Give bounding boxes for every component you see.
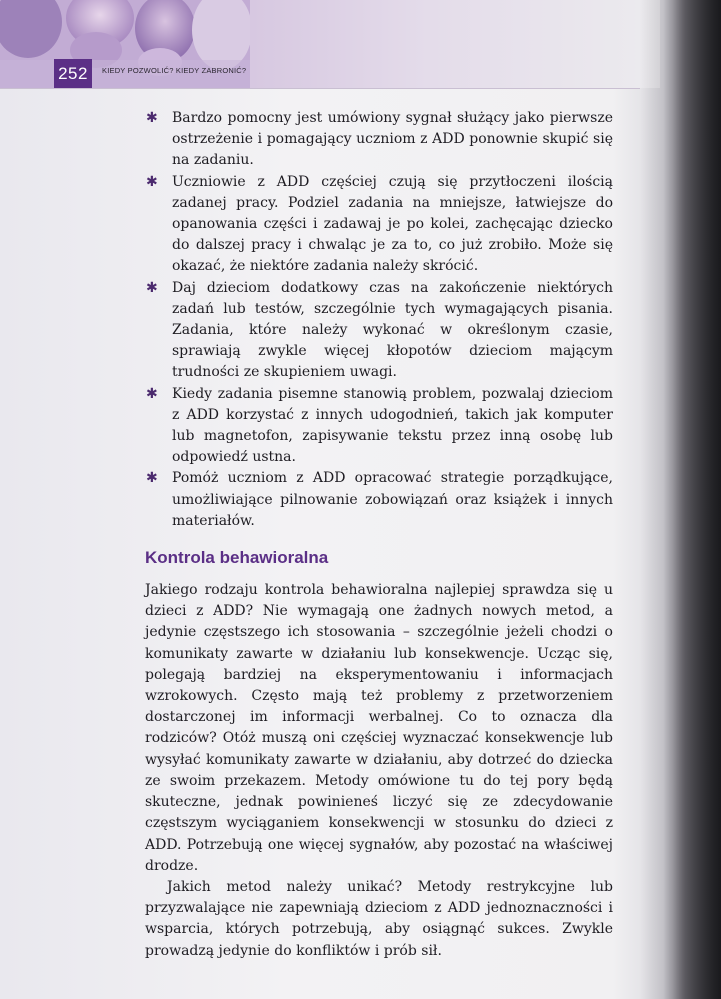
asterisk-bullet-icon: ✱ [146,385,158,402]
body-paragraph: Jakich metod należy unikać? Metody restrykcyjne lub przyzwalające nie zapewniają dzieciom z ADD jednoznaczności i wsparcia, których potrzebują, aby osiągnąć sukces. Zwykle prowadzą jedynie do konfliktów i prób sił. [145,878,613,959]
bullet-item [145,468,613,532]
asterisk-bullet-icon: ✱ [146,279,158,296]
header-rule [0,88,640,89]
bullet-text: Kiedy zadania pisemne stanowią problem, pozwalaj dzieciom z ADD korzystać z innych udogodnień, takich jak komputer lub magnetofon, zapisywanie tekstu przez inną osobę lub odpowiedź ustna. [172,385,613,466]
bullet-text: Daj dzieciom dodatkowy czas na zakończenie niektórych zadań lub testów, szczególnie tych wymagających pisania. Zadania, które należy wykonać w określonym czasie, sprawiają zwykle więcej kłopotów dzieciom mającym trudności ze skupieniem uwagi. [172,279,613,381]
page-content [145,108,613,962]
bullet-text: Pomóż uczniom z ADD opracować strategie porządkujące, umożliwiające pilnowanie zobowiązań oraz książek i innych materiałów. [172,470,613,529]
asterisk-bullet-icon: ✱ [146,173,158,190]
bullet-item [145,108,613,172]
bullet-item [145,278,613,384]
running-head: KIEDY POZWOLIĆ? KIEDY ZABRONIĆ? [102,66,247,75]
section-heading: Kontrola behawioralna [145,548,329,568]
bullet-item [145,172,613,278]
page-number: 252 [54,59,92,89]
bullet-text: Uczniowie z ADD częściej czują się przytłoczeni ilością zadanej pracy. Podziel zadania na mniejsze, łatwiejsze do opanowania części i zadawaj je po kolei, zachęcając dziecko do dalszej pracy i chwaląc je za to, co już zrobiło. Może się okazać, że niektóre zadania należy skrócić. [172,173,613,275]
bullet-item [145,384,613,469]
bullet-text: Bardzo pomocny jest umówiony sygnał służący jako pierwsze ostrzeżenie i pomagający uczniom z ADD ponownie skupić się na zadaniu. [172,110,613,169]
bullet-list [145,108,613,532]
body-paragraph: Jakiego rodzaju kontrola behawioralna najlepiej sprawdza się u dzieci z ADD? Nie wymagają one żadnych nowych metod, a jedynie częstszego ich stosowania – szczególnie jeżeli chodzi o komunikaty zawarte w działaniu lub konsekwencje. Ucząc się, polegają bardziej na eksperymentowaniu i informacjach wzrokowych. Często mają też problemy z przetworzeniem dostarczonej im informacji werbalnej. Co to oznacza dla rodziców? Otóż muszą oni częściej wyznaczać konsekwencje lub wysyłać komunikaty zawarte w działaniu, aby dotrzeć do dziecka ze swoim przekazem. Metody omówione tu do tej pory będą skuteczne, jednak powinieneś liczyć się ze zdecydowanie częstszym wyciąganiem konsekwencji w stosunku do dzieci z ADD. Potrzebują one więcej sygnałów, aby pozostać na właściwej drodze. [145,582,613,874]
asterisk-bullet-icon: ✱ [146,110,158,126]
book-gutter-shadow [640,0,721,999]
asterisk-bullet-icon: ✱ [146,470,158,487]
